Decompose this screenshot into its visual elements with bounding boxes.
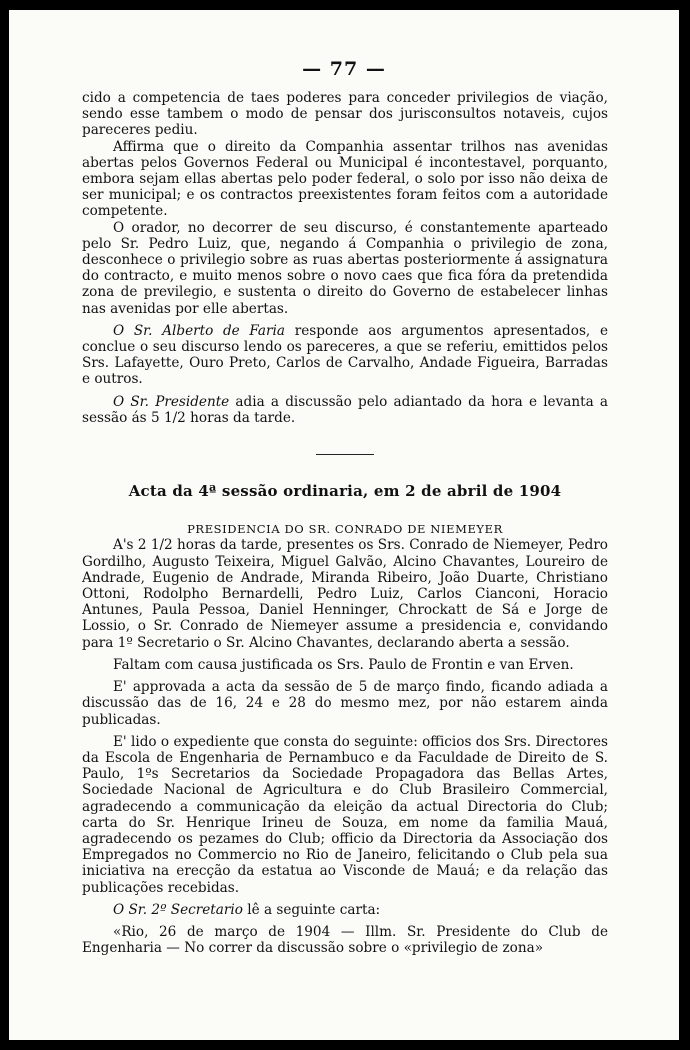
paragraph [82, 323, 608, 388]
text-run: lê a seguinte carta: [242, 901, 381, 918]
document-body [82, 90, 608, 956]
section-heading: Acta da 4ª sessão ordinaria, em 2 de abril de 1904 [128, 482, 562, 501]
text-run: E' lido o expediente que consta do seguinte: officios dos Srs. Directores da Escola de Engenharia de Pernambuco e da Faculdade de Direito de S. Paulo, 1ºs Secretarios da Sociedade Propagadora das Bellas Artes, Sociedade Nacional de Agricultura e do Club Brasileiro Commercial, agradecendo a communicação da eleição da actual Directoria do Club; carta do Sr. Henrique Irineu de Souza, em nome da familia Mauá, agradecendo os pezames do Club; officio da Directoria da Associação dos Empregados no Commercio no Rio de Janeiro, felicitando o Club pela sua iniciativa na erecção da estatua ao Visconde de Mauá; e da relação das publicações recebidas. [82, 733, 608, 896]
paragraph [82, 902, 608, 918]
paragraph [82, 924, 608, 956]
section-subheading: PRESIDENCIA DO SR. CONRADO DE NIEMEYER [187, 522, 503, 537]
speaker-name: O Sr. Presidente [113, 393, 230, 410]
speaker-name: O Sr. 2º Secretario [113, 901, 243, 918]
paragraph [82, 679, 608, 728]
paragraph [82, 657, 608, 673]
section-divider [316, 454, 374, 455]
text-run: E' approvada a acta da sessão de 5 de março findo, ficando adiada a discussão das de 16, 24 e 28 do mesmo mez, por não estarem ainda publicadas. [82, 679, 608, 728]
speaker-name: O Sr. Alberto de Faria [113, 322, 285, 339]
paragraph [82, 394, 608, 426]
page-number: — 77 — [302, 58, 386, 80]
text-run: Affirma que o direito da Companhia assentar trilhos nas avenidas abertas pelos Governos Federal ou Municipal é incontestavel, porquanto, embora sejam ellas abertas pelo poder federal, o solo por isso não deixa de ser municipal; e os contractos preexistentes foram feitos com a autoridade competente. [82, 138, 608, 220]
paragraph [82, 734, 608, 896]
paragraph [82, 139, 608, 220]
text-run: cido a competencia de taes poderes para conceder privilegios de viação, sendo esse tambem o modo de pensar dos jurisconsultos notaveis, cujos pareceres pediu. [82, 90, 608, 139]
paragraph-continued [82, 90, 608, 139]
text-run: O orador, no decorrer de seu discurso, é constantemente aparteado pelo Sr. Pedro Luiz, que, negando á Companhia o privilegio de zona, desconhece o privilegio sobre as ruas abertas posteriormente á assignatura do contracto, e muito menos sobre o novo caes que fica fóra da pretendida zona de previlegio, e sustenta o direito do Governo de estabelecer linhas nas avenidas por elle abertas. [82, 219, 608, 317]
text-run: A's 2 1/2 horas da tarde, presentes os Srs. Conrado de Niemeyer, Pedro Gordilho, Augusto Teixeira, Miguel Galvão, Alcino Chavantes, Loureiro de Andrade, Eugenio de Andrade, Miranda Ribeiro, João Duarte, Christiano Ottoni, Rodolpho Bernardelli, Pedro Luiz, Carlos Cianconi, Horacio Antunes, Paula Pessoa, Daniel Henninger, Chrockatt de Sá e Jorge de Lossio, o Sr. Conrado de Niemeyer assume a presidencia e, convidando para 1º Secretario o Sr. Alcino Chavantes, declarando aberta a sessão. [82, 537, 608, 651]
paragraph [82, 537, 608, 650]
text-run: «Rio, 26 de março de 1904 — Illm. Sr. Presidente do Club de Engenharia — No correr da discussão sobre o «privilegio de zona» [82, 923, 608, 957]
text-run: Faltam com causa justificada os Srs. Paulo de Frontin e van Erven. [113, 656, 574, 673]
paragraph [82, 220, 608, 317]
text-run: responde aos argumentos apresentados, e conclue o seu discurso lendo os pareceres, a que se referiu, emittidos pelos Srs. Lafayette, Ouro Preto, Carlos de Carvalho, Andade Figueira, Barradas e outros. [82, 322, 608, 388]
text-run: adia a discussão pelo adiantado da hora e levanta a sessão ás 5 1/2 horas da tarde. [82, 393, 608, 426]
document-page [9, 10, 679, 1040]
